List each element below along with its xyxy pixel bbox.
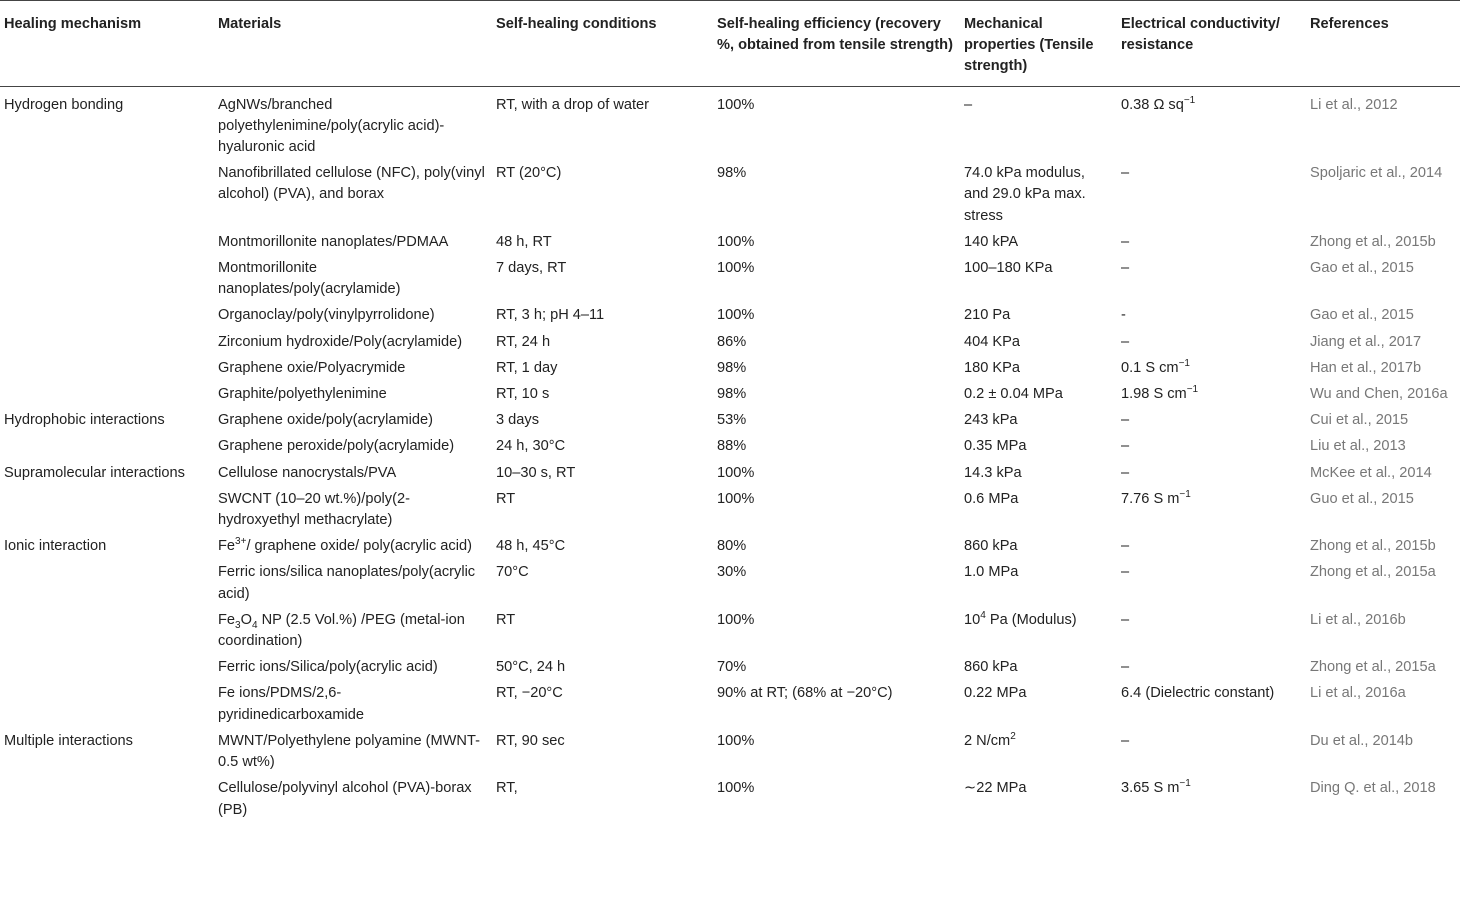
ion-charge: 3+	[235, 536, 247, 548]
mechanical-text: Pa (Modulus)	[985, 611, 1077, 628]
cell-mechanism: Hydrophobic interactions	[4, 412, 165, 429]
cell-materials: SWCNT (10–20 wt.%)/poly(2-hydroxyethyl methacrylate)	[218, 490, 410, 529]
table-row	[0, 486, 1460, 533]
cell-electrical	[1117, 355, 1306, 381]
cell-mechanism	[0, 681, 214, 728]
cell-reference-link[interactable]: Cui et al., 2015	[1310, 412, 1409, 429]
cell-electrical: –	[1121, 260, 1130, 277]
cell-mechanical: ∼22 MPa	[964, 780, 1027, 797]
mechanical-prefix: 10	[964, 611, 981, 628]
electrical-exponent: −1	[1179, 489, 1191, 500]
cell-electrical: –	[1121, 438, 1130, 455]
cell-reference-link[interactable]: Zhong et al., 2015b	[1310, 538, 1436, 555]
cell-electrical: 6.4 (Dielectric constant)	[1121, 685, 1275, 702]
cell-reference-link[interactable]: Li et al., 2016a	[1310, 685, 1406, 702]
cell-mechanism	[0, 161, 214, 230]
cell-mechanism	[0, 776, 214, 823]
cell-mechanism	[0, 560, 214, 607]
cell-electrical: –	[1121, 659, 1130, 676]
cell-electrical: –	[1121, 564, 1130, 581]
table-row	[0, 460, 1460, 486]
subscript-3: 3	[235, 619, 241, 631]
cell-electrical: –	[1121, 412, 1130, 429]
cell-conditions: 7 days, RT	[496, 260, 567, 277]
cell-mechanical: 210 Pa	[964, 307, 1011, 324]
cell-conditions: RT, 1 day	[496, 359, 558, 376]
electrical-value: 7.76 S m	[1121, 490, 1180, 507]
cell-conditions: RT	[496, 490, 516, 507]
cell-mechanical: 243 kPa	[964, 412, 1018, 429]
cell-mechanical: 0.22 MPa	[964, 685, 1027, 702]
table-row	[0, 382, 1460, 408]
electrical-exponent: −1	[1186, 384, 1199, 396]
cell-mechanical: 0.6 MPa	[964, 490, 1019, 507]
cell-mechanical	[960, 607, 1117, 654]
cell-mechanism	[0, 382, 214, 408]
cell-efficiency: 53%	[717, 412, 747, 429]
cell-reference-link[interactable]: Liu et al., 2013	[1310, 438, 1406, 455]
cell-materials: MWNT/Polyethylene polyamine (MWNT-0.5 wt%)	[218, 732, 480, 771]
cell-mechanism	[0, 303, 214, 329]
table-row	[0, 560, 1460, 607]
cell-materials: Fe ions/PDMS/2,6-pyridinedicarboxamide	[218, 685, 365, 723]
cell-efficiency: 98%	[717, 165, 747, 182]
cell-materials: Graphene peroxide/poly(acrylamide)	[218, 438, 455, 455]
cell-efficiency: 90% at RT; (68% at −20°C)	[717, 685, 893, 702]
cell-efficiency: 98%	[717, 386, 747, 403]
cell-reference-link[interactable]: Ding Q. et al., 2018	[1310, 780, 1436, 797]
cell-mechanical: 1.0 MPa	[964, 564, 1019, 581]
header-row	[0, 1, 1460, 87]
cell-efficiency: 100%	[717, 307, 755, 324]
cell-conditions: RT,	[496, 780, 518, 797]
header-references: References	[1306, 1, 1460, 87]
cell-mechanism: Multiple interactions	[4, 732, 133, 749]
electrical-value: 0.38 Ω sq	[1121, 96, 1184, 113]
cell-efficiency: 88%	[717, 438, 747, 455]
cell-electrical: -	[1121, 307, 1126, 324]
cell-mechanical: 180 KPa	[964, 359, 1020, 376]
cell-reference-link[interactable]: McKee et al., 2014	[1310, 464, 1432, 481]
cell-mechanism	[0, 486, 214, 533]
mechanical-exponent: 4	[980, 610, 986, 622]
cell-mechanism	[0, 434, 214, 460]
electrical-exponent: −1	[1178, 357, 1190, 369]
cell-reference-link[interactable]: Spoljaric et al., 2014	[1310, 165, 1443, 182]
cell-materials: Graphene oxide/poly(acrylamide)	[218, 412, 433, 429]
cell-reference-link[interactable]: Guo et al., 2015	[1310, 490, 1414, 507]
cell-electrical	[1117, 382, 1306, 408]
cell-electrical: –	[1121, 732, 1130, 749]
cell-reference-link[interactable]: Zhong et al., 2015b	[1310, 233, 1436, 250]
table-row	[0, 681, 1460, 728]
cell-electrical: –	[1121, 165, 1130, 182]
cell-conditions: RT (20°C)	[496, 165, 562, 182]
cell-conditions: 50°C, 24 h	[496, 659, 566, 676]
cell-efficiency: 80%	[717, 538, 747, 555]
cell-mechanical: 0.2 ± 0.04 MPa	[964, 386, 1063, 403]
cell-efficiency: 100%	[717, 96, 755, 113]
cell-materials: Montmorillonite nanoplates/poly(acrylamide)	[218, 260, 401, 298]
cell-conditions: RT, 90 sec	[496, 732, 565, 749]
cell-efficiency: 86%	[717, 333, 747, 350]
cell-mechanism	[0, 655, 214, 681]
mechanical-value: 2 N/cm	[964, 732, 1011, 749]
cell-mechanism	[0, 329, 214, 355]
cell-mechanical: 404 KPa	[964, 333, 1020, 350]
cell-efficiency: 30%	[717, 564, 747, 581]
cell-electrical: –	[1121, 333, 1130, 350]
cell-efficiency: 70%	[717, 659, 747, 676]
cell-reference-link[interactable]: Li et al., 2012	[1310, 96, 1398, 113]
cell-mechanism	[0, 607, 214, 654]
cell-electrical	[1117, 486, 1306, 533]
cell-mechanical	[960, 728, 1117, 775]
table-row	[0, 329, 1460, 355]
cell-mechanical: 860 kPa	[964, 538, 1018, 555]
subscript-4: 4	[251, 619, 258, 631]
cell-mechanism: Supramolecular interactions	[4, 464, 185, 481]
header-electrical: Electrical conductivity/ resistance	[1117, 1, 1306, 87]
table-row	[0, 776, 1460, 823]
cell-materials: Ferric ions/Silica/poly(acrylic acid)	[218, 659, 438, 676]
cell-mechanism	[0, 355, 214, 381]
cell-efficiency: 100%	[717, 780, 755, 797]
cell-electrical	[1117, 776, 1306, 823]
cell-materials: AgNWs/branched polyethylenimine/poly(acrylic acid)-hyaluronic acid	[218, 96, 445, 156]
cell-conditions: 48 h, 45°C	[496, 538, 566, 555]
cell-materials: Organoclay/poly(vinylpyrrolidone)	[218, 307, 435, 324]
cell-mechanism	[0, 229, 214, 255]
cell-conditions: RT, 3 h; pH 4–11	[496, 307, 605, 324]
table-row	[0, 607, 1460, 654]
cell-efficiency: 100%	[717, 490, 755, 507]
cell-reference-link[interactable]: Zhong et al., 2015a	[1310, 564, 1436, 581]
cell-conditions: RT, 10 s	[496, 386, 550, 403]
cell-materials: Zirconium hydroxide/Poly(acrylamide)	[218, 333, 463, 350]
table-body	[0, 86, 1460, 823]
electrical-value: 3.65 S m	[1121, 780, 1180, 797]
electrical-exponent: −1	[1183, 94, 1196, 106]
cell-mechanical: 860 kPa	[964, 659, 1018, 676]
cell-efficiency: 100%	[717, 233, 755, 250]
cell-conditions: RT, −20°C	[496, 685, 563, 702]
cell-conditions: RT, 24 h	[496, 333, 551, 350]
header-materials: Materials	[214, 1, 492, 87]
cell-mechanism: Ionic interaction	[4, 538, 107, 555]
table-row	[0, 355, 1460, 381]
cell-mechanical: 74.0 kPa modulus, and 29.0 kPa max. stress	[964, 165, 1086, 224]
cell-materials	[214, 534, 492, 560]
cell-materials: Montmorillonite nanoplates/PDMAA	[218, 233, 449, 250]
cell-mechanical: 0.35 MPa	[964, 438, 1027, 455]
table-row	[0, 303, 1460, 329]
cell-mechanism	[0, 256, 214, 303]
header-healing-mechanism: Healing mechanism	[0, 1, 214, 87]
electrical-exponent: −1	[1179, 778, 1191, 790]
cell-materials: Nanofibrillated cellulose (NFC), poly(vinyl alcohol) (PVA), and borax	[218, 165, 485, 203]
cell-electrical: –	[1121, 611, 1130, 628]
cell-reference-link[interactable]: Jiang et al., 2017	[1310, 333, 1422, 350]
cell-reference-link[interactable]: Wu and Chen, 2016a	[1310, 386, 1448, 403]
cell-conditions: 3 days	[496, 412, 539, 429]
cell-efficiency: 98%	[717, 359, 747, 376]
table-row	[0, 728, 1460, 775]
electrical-value: 0.1 S cm	[1121, 359, 1179, 376]
materials-prefix: Fe	[218, 538, 236, 555]
cell-efficiency: 100%	[717, 732, 755, 749]
cell-efficiency: 100%	[717, 260, 755, 277]
materials-text: / graphene oxide/ poly(acrylic acid)	[246, 538, 472, 555]
header-efficiency: Self-healing efficiency (recovery %, obtained from tensile strength)	[713, 1, 960, 87]
cell-mechanism: Hydrogen bonding	[4, 96, 124, 113]
table-row	[0, 229, 1460, 255]
cell-materials	[214, 607, 492, 654]
cell-reference-link[interactable]: Gao et al., 2015	[1310, 307, 1414, 324]
cell-conditions: 70°C	[496, 564, 529, 581]
cell-conditions: RT, with a drop of water	[496, 96, 650, 113]
cell-conditions: RT	[496, 611, 516, 628]
mechanical-exponent: 2	[1010, 731, 1016, 743]
electrical-value: 1.98 S cm	[1121, 386, 1187, 403]
table-row	[0, 534, 1460, 560]
cell-mechanical: 140 kPA	[964, 233, 1019, 250]
table-row	[0, 434, 1460, 460]
materials-text: NP (2.5 Vol.%) /PEG (metal-ion coordination)	[218, 611, 465, 650]
cell-reference-link[interactable]: Han et al., 2017b	[1310, 359, 1422, 376]
cell-efficiency: 100%	[717, 464, 755, 481]
cell-electrical: –	[1121, 538, 1130, 555]
table-row	[0, 408, 1460, 434]
materials-prefix: Fe	[218, 611, 236, 628]
cell-materials: Ferric ions/silica nanoplates/poly(acrylic acid)	[218, 564, 476, 602]
cell-reference-link[interactable]: Du et al., 2014b	[1310, 732, 1414, 749]
cell-conditions: 10–30 s, RT	[496, 464, 576, 481]
header-mechanical: Mechanical properties (Tensile strength)	[960, 1, 1117, 87]
table-row	[0, 655, 1460, 681]
cell-conditions: 24 h, 30°C	[496, 438, 566, 455]
cell-electrical: –	[1121, 233, 1130, 250]
cell-mechanical: 14.3 kPa	[964, 464, 1022, 481]
cell-electrical	[1117, 86, 1306, 161]
cell-reference-link[interactable]: Li et al., 2016b	[1310, 611, 1406, 628]
cell-materials: Graphite/polyethylenimine	[218, 386, 387, 403]
table-row	[0, 256, 1460, 303]
table-row	[0, 86, 1460, 161]
cell-reference-link[interactable]: Gao et al., 2015	[1310, 260, 1414, 277]
table-row	[0, 161, 1460, 230]
cell-electrical: –	[1121, 464, 1130, 481]
cell-materials: Cellulose/polyvinyl alcohol (PVA)-borax (PB)	[218, 780, 472, 818]
cell-reference-link[interactable]: Zhong et al., 2015a	[1310, 659, 1436, 676]
cell-mechanical: 100–180 KPa	[964, 260, 1053, 277]
materials-mid: O	[240, 611, 252, 628]
cell-materials: Graphene oxie/Polyacrymide	[218, 359, 406, 376]
cell-mechanical: –	[964, 96, 973, 113]
header-conditions: Self-healing conditions	[492, 1, 713, 87]
cell-efficiency: 100%	[717, 611, 755, 628]
cell-conditions: 48 h, RT	[496, 233, 552, 250]
cell-materials: Cellulose nanocrystals/PVA	[218, 464, 397, 481]
